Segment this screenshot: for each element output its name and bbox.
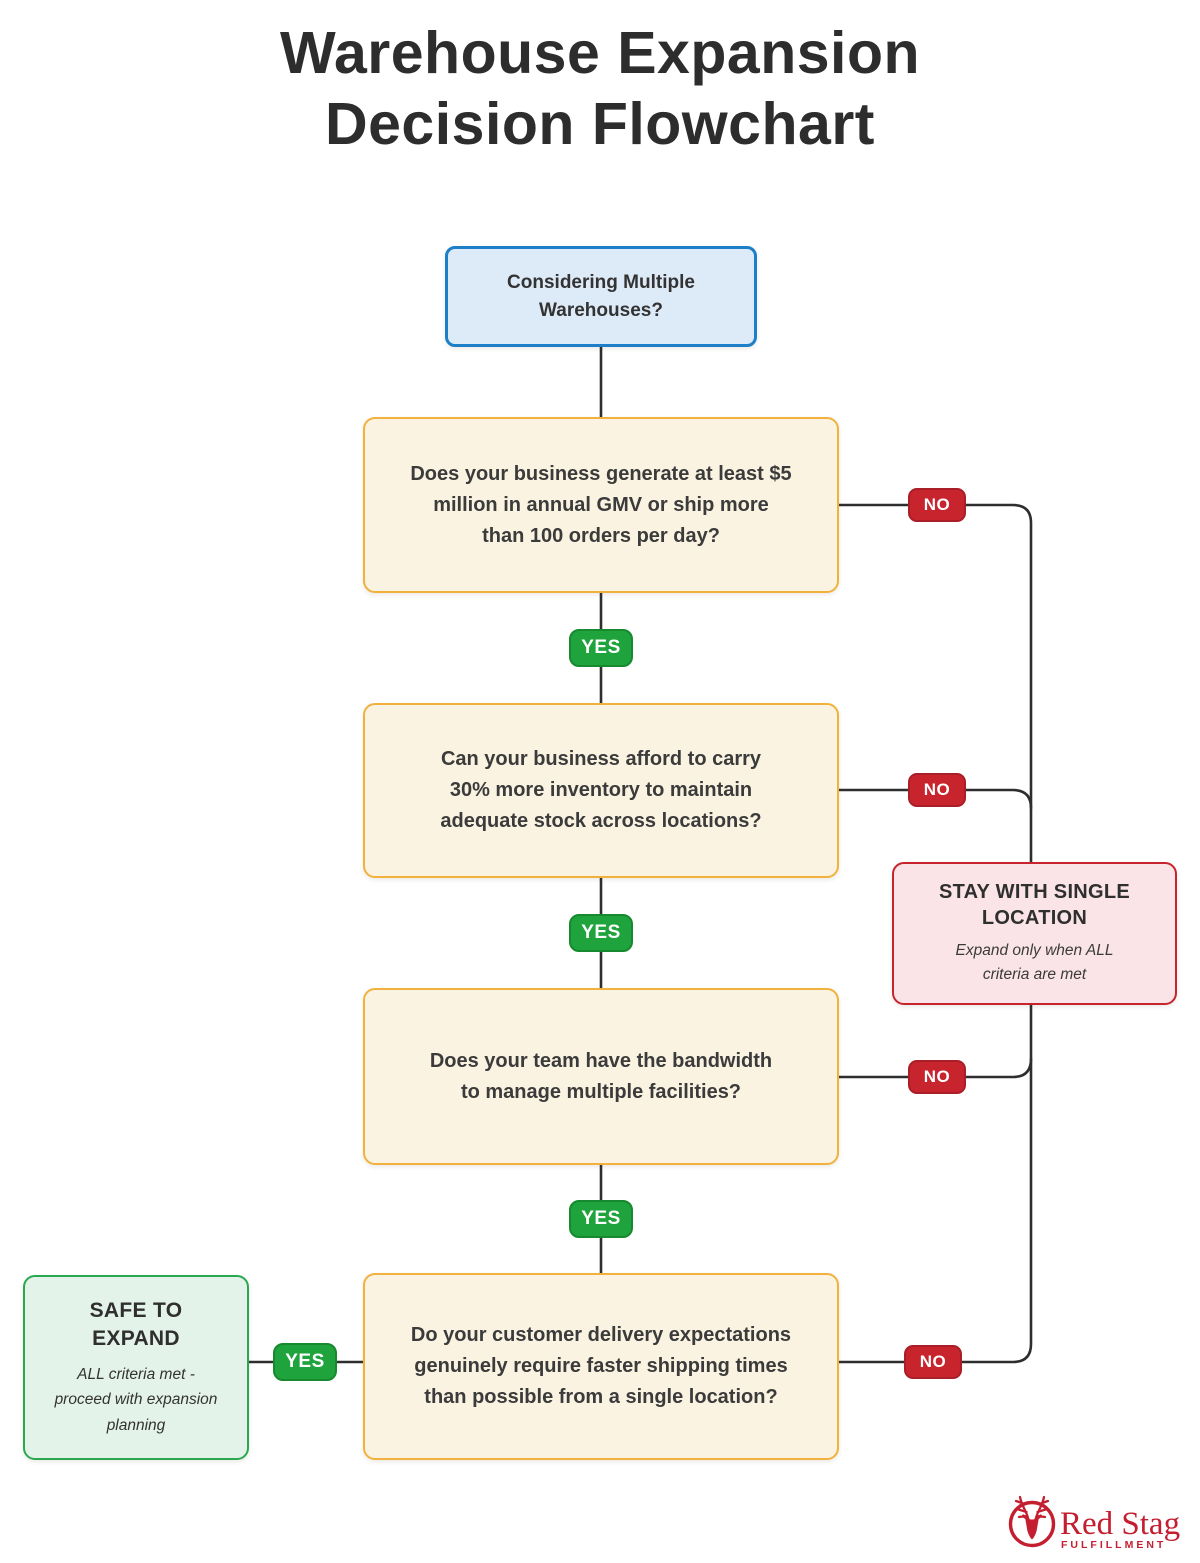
yes-badge: YES (569, 1200, 633, 1238)
yes-badge: YES (569, 914, 633, 952)
no-badge: NO (908, 488, 966, 522)
start-node (445, 246, 757, 347)
yes-badge: YES (569, 629, 633, 667)
no-badge: NO (904, 1345, 962, 1379)
question-node-delivery (363, 1273, 839, 1460)
outcome-title: SAFE TO EXPAND (89, 1298, 183, 1351)
outcome-safe-to-expand (23, 1275, 249, 1460)
no-badge: NO (908, 773, 966, 807)
outcome-subtitle: ALL criteria met - proceed with expansion planning (54, 1365, 218, 1434)
question-text: Does your business generate at least $5 million in annual GMV or ship more than 100 orders per day? (410, 462, 792, 547)
no-badge: NO (908, 1060, 966, 1094)
brand-tagline: FULFILLMENT (1061, 1539, 1167, 1551)
yes-badge: YES (273, 1343, 337, 1381)
outcome-stay-single-location (892, 862, 1177, 1005)
question-text: Can your business afford to carry 30% more inventory to maintain adequate stock across locations? (440, 748, 762, 832)
question-node-gmv (363, 417, 839, 593)
question-node-bandwidth (363, 988, 839, 1165)
start-node-text: Considering Multiple Warehouses? (507, 271, 695, 321)
question-node-inventory (363, 703, 839, 878)
question-text: Do your customer delivery expectations genuinely require faster shipping times than possible from a single location? (410, 1324, 792, 1408)
outcome-title: STAY WITH SINGLE LOCATION (938, 880, 1131, 930)
outcome-subtitle: Expand only when ALL criteria are met (955, 941, 1114, 984)
red-stag-fulfillment-logo (1002, 1476, 1182, 1561)
brand-name: Red Stag (1060, 1506, 1181, 1542)
stag-emblem-icon (1002, 1476, 1182, 1556)
page-title: Warehouse Expansion Decision Flowchart (279, 20, 921, 157)
question-text: Does your team have the bandwidth to manage multiple facilities? (429, 1049, 773, 1103)
